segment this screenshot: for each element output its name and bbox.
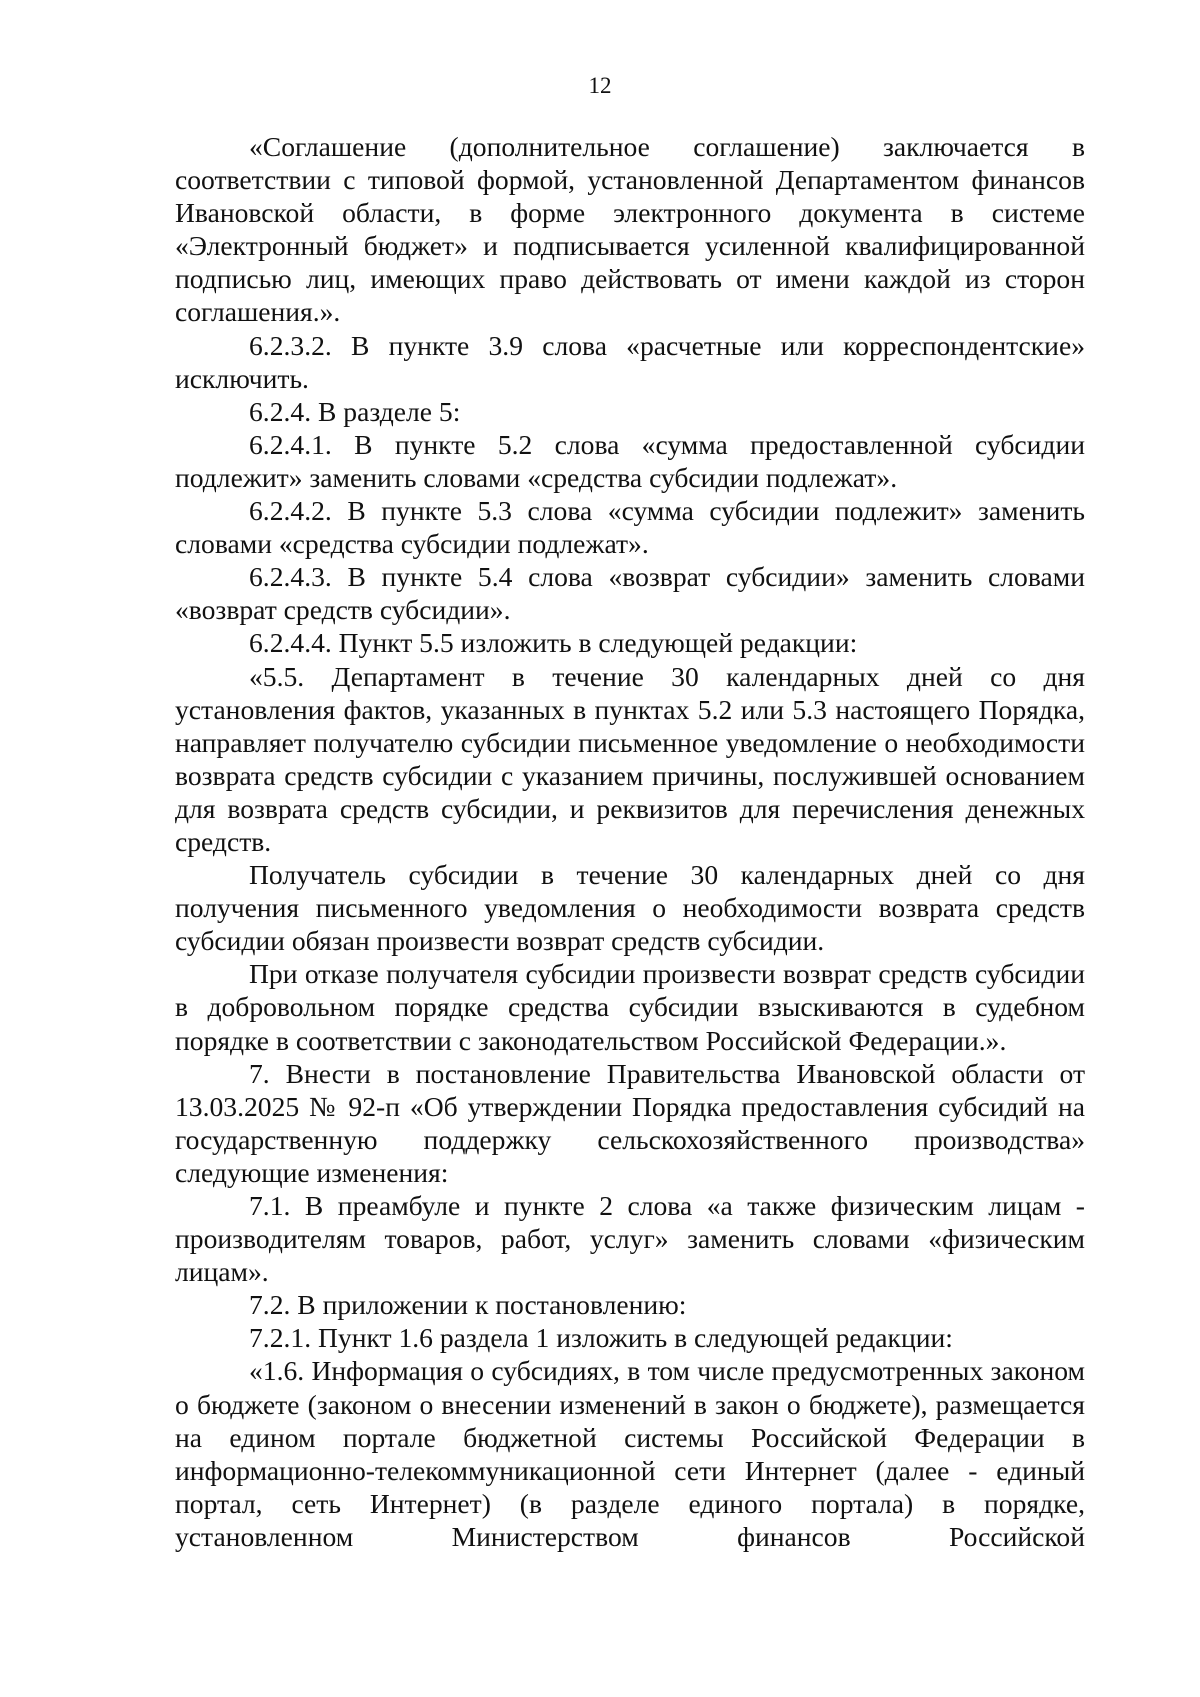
page-number: 12	[588, 73, 612, 98]
paragraph-6-2-4-1: 6.2.4.1. В пункте 5.2 слова «сумма предоставленной субсидии подлежит» заменить словами «средства субсидии подлежат».	[175, 428, 1085, 493]
paragraph-5-5: «5.5. Департамент в течение 30 календарных дней со дня установления фактов, указанных в пунктах 5.2 или 5.3 настоящего Порядка, направляет получателю субсидии письменное уведомление о необходимости возврата средств субсидии с указанием причины, послужившей основанием для возврата средств субсидии, и реквизитов для перечисления денежных средств.	[175, 660, 1085, 857]
paragraph-7-2-1: 7.2.1. Пункт 1.6 раздела 1 изложить в следующей редакции:	[249, 1322, 953, 1354]
paragraph-recipient-obligation: Получатель субсидии в течение 30 календарных дней со дня получения письменного уведомления о необходимости возврата средств субсидии обязан произвести возврат средств субсидии.	[175, 859, 1085, 957]
paragraph-7-2: 7.2. В приложении к постановлению:	[249, 1289, 687, 1321]
paragraph-refusal: При отказе получателя субсидии произвести возврат средств субсидии в добровольном порядке средства субсидии взыскиваются в судебном порядке в соответствии с законодательством Российской Федерации.».	[175, 958, 1085, 1056]
paragraph-6-2-4-2: 6.2.4.2. В пункте 5.3 слова «сумма субсидии подлежит» заменить словами «средства субсидии подлежат».	[175, 495, 1085, 560]
paragraph-6-2-4-4: 6.2.4.4. Пункт 5.5 изложить в следующей редакции:	[249, 627, 858, 659]
paragraph-6-2-3-2: 6.2.3.2. В пункте 3.9 слова «расчетные или корреспондентские» исключить.	[175, 329, 1085, 394]
paragraph-7-1: 7.1. В преамбуле и пункте 2 слова «а также физическим лицам - производителям товаров, работ, услуг» заменить словами «физическим лицам».	[175, 1190, 1085, 1288]
paragraph-1-6: «1.6. Информация о субсидиях, в том числе предусмотренных законом о бюджете (законом о внесении изменений в закон о бюджете), размещается на едином портале бюджетной системы Российской Федерации в информационно-телекоммуникационной сети Интернет (далее - единый портал, сеть Интернет) (в разделе единого портала) в порядке, установленном Министерством финансов Российской	[175, 1355, 1085, 1552]
paragraph-6-2-4: 6.2.4. В разделе 5:	[249, 395, 461, 427]
paragraph-agreement-form: «Соглашение (дополнительное соглашение) заключается в соответствии с типовой формой, установленной Департаментом финансов Ивановской области, в форме электронного документа в системе «Электронный бюджет» и подписывается усиленной квалифицированной подписью лиц, имеющих право действовать от имени каждой из сторон соглашения.».	[175, 131, 1085, 328]
paragraph-7: 7. Внести в постановление Правительства Ивановской области от 13.03.2025 № 92-п «Об утверждении Порядка предоставления субсидий на государственную поддержку сельскохозяйственного производства» следующие изменения:	[175, 1057, 1085, 1188]
paragraph-6-2-4-3: 6.2.4.3. В пункте 5.4 слова «возврат субсидии» заменить словами «возврат средств субсидии».	[175, 561, 1085, 626]
document-body	[175, 130, 1085, 1553]
